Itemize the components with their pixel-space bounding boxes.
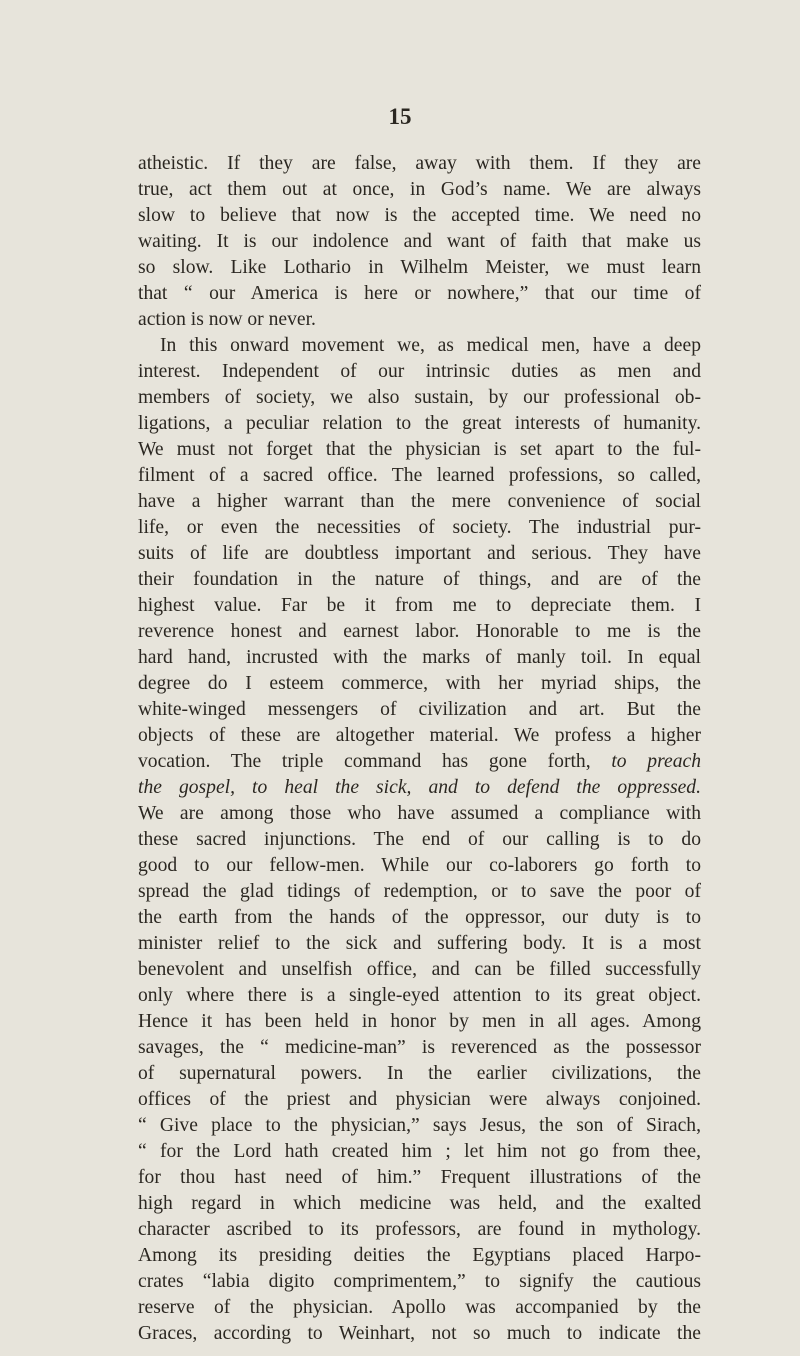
text-line (138, 1035, 701, 1061)
text-line (138, 983, 701, 1009)
text-line (138, 801, 701, 827)
text-line (138, 333, 701, 359)
text-segment: In this onward movement we, as medical men, have a deep (160, 335, 701, 356)
text-line (138, 853, 701, 879)
text-segment: only where there is a single-eyed attention to its great object. (138, 985, 701, 1006)
text-segment: suits of life are doubtless important and serious. They have (138, 543, 701, 564)
text-line (138, 307, 701, 333)
text-line (138, 1009, 701, 1035)
text-line (138, 567, 701, 593)
text-line (138, 281, 701, 307)
text-segment: high regard in which medicine was held, and the exalted (138, 1193, 701, 1214)
text-segment: reserve of the physician. Apollo was accompanied by the (138, 1297, 701, 1318)
text-segment: “ Give place to the physician,” says Jesus, the son of Sirach, (138, 1115, 701, 1136)
text-segment: offices of the priest and physician were always conjoined. (138, 1089, 701, 1110)
text-segment: reverence honest and earnest labor. Honorable to me is the (138, 621, 701, 642)
text-segment: life, or even the necessities of society. The industrial pur- (138, 517, 701, 538)
text-line (138, 541, 701, 567)
text-line (138, 1087, 701, 1113)
text-segment: objects of these are altogether material. We profess a higher (138, 725, 701, 746)
text-line (138, 1321, 701, 1347)
text-segment: slow to believe that now is the accepted time. We need no (138, 205, 701, 226)
text-segment: these sacred injunctions. The end of our calling is to do (138, 829, 701, 850)
page-number: 15 (388, 104, 412, 129)
text-segment: “ for the Lord hath created him ; let him not go from thee, (138, 1141, 701, 1162)
text-segment: ligations, a peculiar relation to the great interests of humanity. (138, 413, 701, 434)
text-segment: interest. Independent of our intrinsic duties as men and (138, 361, 701, 382)
text-line (138, 671, 701, 697)
text-segment: character ascribed to its professors, are found in mythology. (138, 1219, 701, 1240)
text-line (138, 463, 701, 489)
text-segment: We must not forget that the physician is set apart to the ful- (138, 439, 701, 460)
text-line (138, 515, 701, 541)
text-line (138, 749, 701, 775)
text-line (138, 593, 701, 619)
text-line (138, 1139, 701, 1165)
text-segment: true, act them out at once, in God’s name. We are always (138, 179, 701, 200)
text-line (138, 203, 701, 229)
text-segment: Hence it has been held in honor by men in all ages. Among (138, 1011, 701, 1032)
text-segment: savages, the “ medicine-man” is reverenced as the possessor (138, 1037, 701, 1058)
text-line (138, 645, 701, 671)
text-line (138, 411, 701, 437)
text-segment: of supernatural powers. In the earlier civilizations, the (138, 1063, 701, 1084)
text-line (138, 1269, 701, 1295)
text-line (138, 723, 701, 749)
text-segment: white-winged messengers of civilization and art. But the (138, 699, 701, 720)
text-segment: waiting. It is our indolence and want of faith that make us (138, 231, 701, 252)
text-segment: hard hand, incrusted with the marks of manly toil. In equal (138, 647, 701, 668)
text-line (138, 151, 701, 177)
text-line (138, 775, 701, 801)
text-line (138, 1243, 701, 1269)
text-line (138, 359, 701, 385)
text-line (138, 489, 701, 515)
text-segment: degree do I esteem commerce, with her myriad ships, the (138, 673, 701, 694)
text-segment: highest value. Far be it from me to depreciate them. I (138, 595, 701, 616)
text-segment: minister relief to the sick and suffering body. It is a most (138, 933, 701, 954)
text-line (138, 1061, 701, 1087)
text-line (138, 1165, 701, 1191)
text-line (138, 1217, 701, 1243)
text-segment: their foundation in the nature of things, and are of the (138, 569, 701, 590)
text-segment: spread the glad tidings of redemption, or to save the poor of (138, 881, 701, 902)
text-line (138, 1295, 701, 1321)
text-line (138, 437, 701, 463)
text-line (138, 1191, 701, 1217)
body-text (138, 151, 701, 1347)
text-segment: atheistic. If they are false, away with them. If they are (138, 153, 701, 174)
text-segment: the earth from the hands of the oppressor, our duty is to (138, 907, 701, 928)
text-segment: Among its presiding deities the Egyptians placed Harpo- (138, 1245, 701, 1266)
text-segment: action is now or never. (138, 309, 316, 330)
italic-text: the gospel, to heal the sick, and to defend the oppressed. (138, 777, 701, 798)
text-segment: Graces, according to Weinhart, not so much to indicate the (138, 1323, 701, 1344)
text-line (138, 879, 701, 905)
text-line (138, 697, 701, 723)
text-segment: We are among those who have assumed a compliance with (138, 803, 701, 824)
text-line (138, 619, 701, 645)
text-line (138, 385, 701, 411)
text-segment: have a higher warrant than the mere convenience of social (138, 491, 701, 512)
text-segment: crates “labia digito comprimentem,” to signify the cautious (138, 1271, 701, 1292)
text-segment: benevolent and unselfish office, and can be filled successfully (138, 959, 701, 980)
text-line (138, 1113, 701, 1139)
text-line (138, 229, 701, 255)
italic-text: to preach (611, 751, 701, 772)
text-segment: members of society, we also sustain, by our professional ob- (138, 387, 701, 408)
text-segment: good to our fellow-men. While our co-laborers go forth to (138, 855, 701, 876)
text-line (138, 177, 701, 203)
text-segment: that “ our America is here or nowhere,” that our time of (138, 283, 701, 304)
text-segment: for thou hast need of him.” Frequent illustrations of the (138, 1167, 701, 1188)
text-line (138, 957, 701, 983)
text-segment: filment of a sacred office. The learned professions, so called, (138, 465, 701, 486)
text-line (138, 905, 701, 931)
text-segment: vocation. The triple command has gone forth, (138, 751, 612, 772)
text-line (138, 827, 701, 853)
text-line (138, 255, 701, 281)
text-segment: so slow. Like Lothario in Wilhelm Meister, we must learn (138, 257, 701, 278)
text-line (138, 931, 701, 957)
